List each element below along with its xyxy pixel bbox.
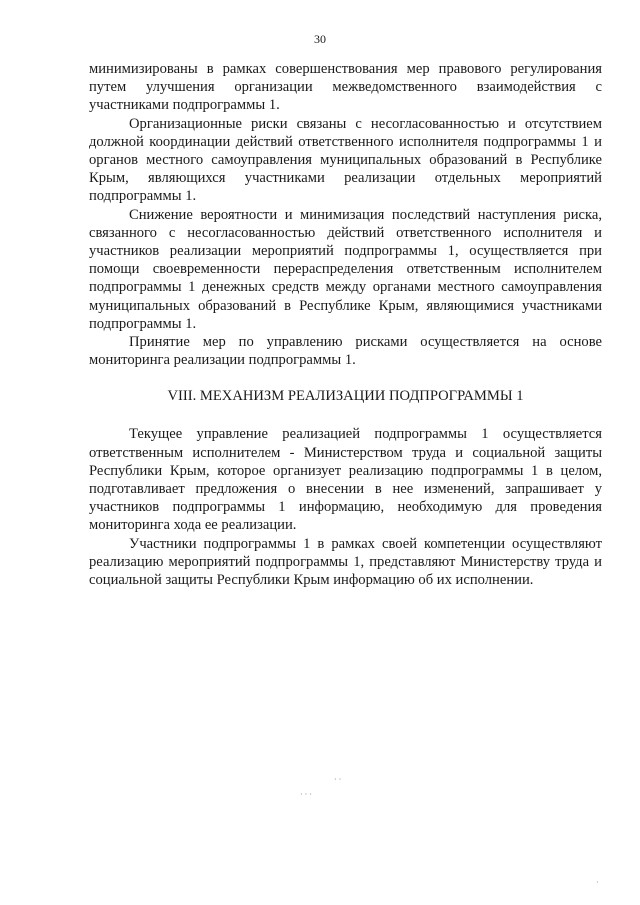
scan-speck: · (596, 878, 599, 887)
paragraph-risk-management: Принятие мер по управлению рисками осуществляется на основе мониторинга реализации подпрограммы 1. (89, 334, 602, 369)
section-heading: VIII. МЕХАНИЗМ РЕАЛИЗАЦИИ ПОДПРОГРАММЫ 1 (167, 388, 524, 405)
paragraph-continued: минимизированы в рамках совершенствования мер правового регулирования путем улучшения организации межведомственного взаимодействия с участниками подпрограммы 1. (89, 61, 602, 114)
paragraph-current-management: Текущее управление реализацией подпрограммы 1 осуществляется ответственным исполнителем - Министерством труда и социальной защиты Республики Крым, которое организует реализацию подпрограммы 1 в целом, подготавливает предложения о внесении в нее изменений, запрашивает у участников подпрограммы 1 информацию, необходимую для проведения мониторинга хода ее реализации. (89, 426, 602, 534)
scan-speck: · · · (300, 790, 312, 799)
scan-speck: · · (334, 775, 342, 784)
page-number: 30 (314, 32, 326, 46)
paragraph-participants: Участники подпрограммы 1 в рамках своей компетенции осуществляют реализацию мероприятий подпрограммы 1, представляют Министерству труда и социальной защиты Республики Крым информацию об их исполнении. (89, 535, 602, 589)
document-body (89, 60, 602, 589)
paragraph-risk-mitigation: Снижение вероятности и минимизация последствий наступления риска, связанного с несогласованностью действий ответственного исполнителя и участников реализации мероприятий подпрограммы 1, осуществляется при помощи своевременности перераспределения ответственным исполнителем подпрограммы 1 денежных средств между органами местного самоуправления муниципальных образований в Республике Крым, являющимися участниками подпрограммы 1. (89, 206, 602, 332)
paragraph-organizational-risks: Организационные риски связаны с несогласованностью и отсутствием должной координации действий ответственного исполнителя подпрограммы 1 и органов местного самоуправления муниципальных образований в Республике Крым, являющихся участниками реализации отдельных мероприятий подпрограммы 1. (89, 115, 602, 205)
